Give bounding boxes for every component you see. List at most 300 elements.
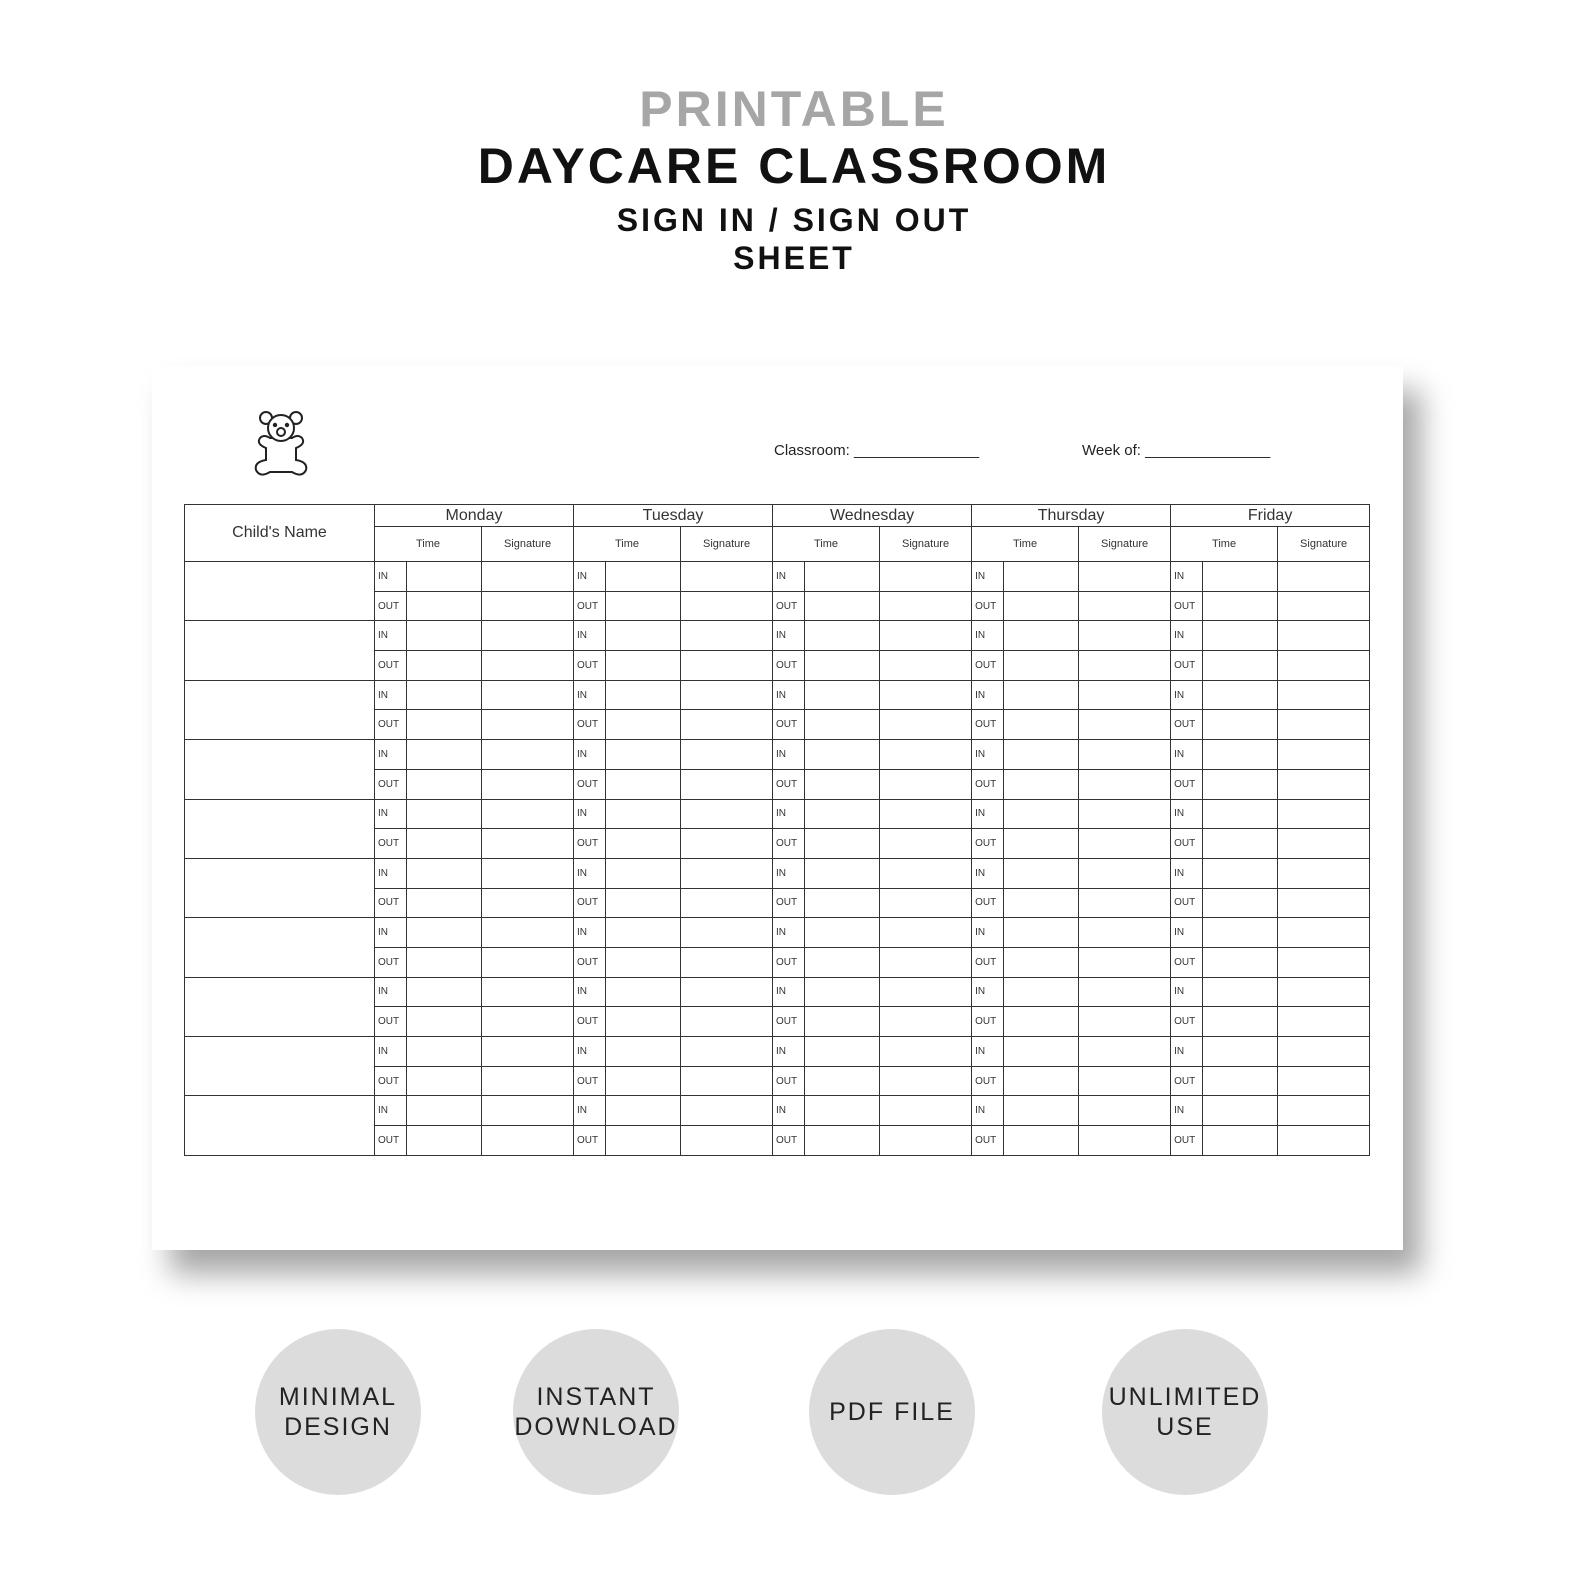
time-cell[interactable] bbox=[407, 591, 482, 621]
time-cell[interactable] bbox=[407, 977, 482, 1007]
child-name-cell[interactable] bbox=[185, 562, 375, 621]
signature-cell[interactable] bbox=[681, 1096, 773, 1126]
time-cell[interactable] bbox=[1203, 769, 1278, 799]
signature-cell[interactable] bbox=[482, 710, 574, 740]
time-header: Time bbox=[773, 527, 880, 562]
child-name-cell[interactable] bbox=[185, 1037, 375, 1096]
in-label: IN bbox=[375, 680, 407, 710]
signature-cell[interactable] bbox=[482, 1126, 574, 1156]
in-label: IN bbox=[972, 740, 1004, 770]
time-cell[interactable] bbox=[1004, 651, 1079, 681]
signature-cell[interactable] bbox=[482, 1007, 574, 1037]
feature-badge bbox=[513, 1329, 679, 1495]
signature-cell[interactable] bbox=[681, 740, 773, 770]
time-cell[interactable] bbox=[407, 740, 482, 770]
time-cell[interactable] bbox=[606, 651, 681, 681]
time-cell[interactable] bbox=[606, 977, 681, 1007]
in-label: IN bbox=[574, 918, 606, 948]
in-label: IN bbox=[773, 562, 805, 592]
child-name-cell[interactable] bbox=[185, 799, 375, 858]
time-cell[interactable] bbox=[1004, 621, 1079, 651]
signature-cell[interactable] bbox=[681, 769, 773, 799]
signature-cell[interactable] bbox=[1278, 1066, 1370, 1096]
time-cell[interactable] bbox=[1004, 1037, 1079, 1067]
signature-header: Signature bbox=[681, 527, 773, 562]
in-label: IN bbox=[574, 799, 606, 829]
time-cell[interactable] bbox=[1004, 591, 1079, 621]
time-cell[interactable] bbox=[606, 621, 681, 651]
time-cell[interactable] bbox=[805, 829, 880, 859]
time-cell[interactable] bbox=[805, 1126, 880, 1156]
time-cell[interactable] bbox=[1004, 1066, 1079, 1096]
in-label: IN bbox=[773, 977, 805, 1007]
out-label: OUT bbox=[972, 651, 1004, 681]
title-main: DAYCARE CLASSROOM bbox=[477, 138, 1111, 194]
out-label: OUT bbox=[773, 947, 805, 977]
time-cell[interactable] bbox=[1004, 680, 1079, 710]
in-label: IN bbox=[972, 1037, 1004, 1067]
time-cell[interactable] bbox=[407, 1037, 482, 1067]
time-cell[interactable] bbox=[1203, 740, 1278, 770]
signature-cell[interactable] bbox=[1278, 710, 1370, 740]
in-label: IN bbox=[1171, 858, 1203, 888]
time-cell[interactable] bbox=[805, 918, 880, 948]
time-cell[interactable] bbox=[407, 1096, 482, 1126]
out-label: OUT bbox=[1171, 769, 1203, 799]
signature-cell[interactable] bbox=[1278, 829, 1370, 859]
signature-cell[interactable] bbox=[482, 680, 574, 710]
signature-cell[interactable] bbox=[880, 918, 972, 948]
time-cell[interactable] bbox=[407, 918, 482, 948]
signature-cell[interactable] bbox=[1278, 591, 1370, 621]
signature-cell[interactable] bbox=[1079, 1096, 1171, 1126]
signature-cell[interactable] bbox=[1079, 799, 1171, 829]
time-cell[interactable] bbox=[1004, 829, 1079, 859]
time-cell[interactable] bbox=[606, 1007, 681, 1037]
signature-cell[interactable] bbox=[681, 858, 773, 888]
time-cell[interactable] bbox=[805, 799, 880, 829]
in-label: IN bbox=[1171, 740, 1203, 770]
time-cell[interactable] bbox=[606, 1037, 681, 1067]
signature-cell[interactable] bbox=[880, 562, 972, 592]
time-cell[interactable] bbox=[407, 710, 482, 740]
signature-cell[interactable] bbox=[880, 621, 972, 651]
signature-cell[interactable] bbox=[681, 562, 773, 592]
time-cell[interactable] bbox=[1004, 858, 1079, 888]
time-cell[interactable] bbox=[805, 858, 880, 888]
signature-cell[interactable] bbox=[1079, 1037, 1171, 1067]
time-cell[interactable] bbox=[606, 740, 681, 770]
signature-cell[interactable] bbox=[1079, 918, 1171, 948]
child-name-cell[interactable] bbox=[185, 740, 375, 799]
day-header-thursday: Thursday bbox=[972, 505, 1171, 527]
signature-header: Signature bbox=[482, 527, 574, 562]
time-cell[interactable] bbox=[1203, 1007, 1278, 1037]
signature-cell[interactable] bbox=[1079, 977, 1171, 1007]
signature-cell[interactable] bbox=[1079, 1066, 1171, 1096]
signature-cell[interactable] bbox=[1079, 1007, 1171, 1037]
signature-cell[interactable] bbox=[880, 858, 972, 888]
signature-cell[interactable] bbox=[880, 591, 972, 621]
signature-cell[interactable] bbox=[1079, 740, 1171, 770]
time-cell[interactable] bbox=[805, 680, 880, 710]
time-cell[interactable] bbox=[805, 977, 880, 1007]
signature-cell[interactable] bbox=[1278, 1037, 1370, 1067]
time-cell[interactable] bbox=[606, 769, 681, 799]
in-label: IN bbox=[1171, 562, 1203, 592]
time-cell[interactable] bbox=[1203, 710, 1278, 740]
time-cell[interactable] bbox=[1203, 591, 1278, 621]
out-label: OUT bbox=[574, 710, 606, 740]
signature-header: Signature bbox=[880, 527, 972, 562]
out-label: OUT bbox=[375, 1007, 407, 1037]
signature-cell[interactable] bbox=[1079, 680, 1171, 710]
time-cell[interactable] bbox=[606, 947, 681, 977]
signature-cell[interactable] bbox=[1079, 710, 1171, 740]
out-label: OUT bbox=[1171, 1007, 1203, 1037]
out-label: OUT bbox=[1171, 1126, 1203, 1156]
time-cell[interactable] bbox=[407, 651, 482, 681]
time-cell[interactable] bbox=[805, 562, 880, 592]
out-label: OUT bbox=[574, 947, 606, 977]
signature-cell[interactable] bbox=[1278, 1007, 1370, 1037]
in-label: IN bbox=[1171, 1037, 1203, 1067]
signature-cell[interactable] bbox=[482, 591, 574, 621]
signature-cell[interactable] bbox=[1079, 562, 1171, 592]
signature-cell[interactable] bbox=[681, 799, 773, 829]
time-cell[interactable] bbox=[805, 1066, 880, 1096]
time-cell[interactable] bbox=[606, 1066, 681, 1096]
signature-cell[interactable] bbox=[681, 1126, 773, 1156]
out-label: OUT bbox=[773, 888, 805, 918]
in-label: IN bbox=[1171, 621, 1203, 651]
time-cell[interactable] bbox=[1004, 918, 1079, 948]
time-header: Time bbox=[972, 527, 1079, 562]
signature-cell[interactable] bbox=[681, 680, 773, 710]
signature-cell[interactable] bbox=[1079, 769, 1171, 799]
child-name-cell[interactable] bbox=[185, 680, 375, 739]
time-cell[interactable] bbox=[1203, 1126, 1278, 1156]
in-label: IN bbox=[1171, 918, 1203, 948]
table-row bbox=[185, 858, 1370, 888]
time-cell[interactable] bbox=[1203, 829, 1278, 859]
signature-header: Signature bbox=[1079, 527, 1171, 562]
time-cell[interactable] bbox=[1203, 621, 1278, 651]
time-cell[interactable] bbox=[407, 947, 482, 977]
out-label: OUT bbox=[574, 1007, 606, 1037]
out-label: OUT bbox=[972, 947, 1004, 977]
signature-cell[interactable] bbox=[880, 1007, 972, 1037]
signature-cell[interactable] bbox=[482, 888, 574, 918]
childs-name-header: Child's Name bbox=[185, 505, 375, 562]
time-cell[interactable] bbox=[1004, 562, 1079, 592]
time-cell[interactable] bbox=[407, 858, 482, 888]
time-cell[interactable] bbox=[1004, 888, 1079, 918]
time-cell[interactable] bbox=[407, 769, 482, 799]
time-cell[interactable] bbox=[1203, 680, 1278, 710]
time-cell[interactable] bbox=[1203, 651, 1278, 681]
feature-line2: USE bbox=[1156, 1413, 1214, 1441]
signature-cell[interactable] bbox=[482, 1066, 574, 1096]
time-cell[interactable] bbox=[805, 740, 880, 770]
out-label: OUT bbox=[773, 1066, 805, 1096]
signature-cell[interactable] bbox=[880, 1066, 972, 1096]
out-label: OUT bbox=[972, 1066, 1004, 1096]
signature-cell[interactable] bbox=[1278, 947, 1370, 977]
signature-cell[interactable] bbox=[482, 769, 574, 799]
out-label: OUT bbox=[574, 591, 606, 621]
day-header-friday: Friday bbox=[1171, 505, 1370, 527]
out-label: OUT bbox=[972, 710, 1004, 740]
time-cell[interactable] bbox=[1203, 799, 1278, 829]
in-label: IN bbox=[574, 680, 606, 710]
signature-cell[interactable] bbox=[681, 918, 773, 948]
time-cell[interactable] bbox=[805, 1007, 880, 1037]
signature-cell[interactable] bbox=[880, 888, 972, 918]
in-label: IN bbox=[375, 799, 407, 829]
time-cell[interactable] bbox=[1203, 1096, 1278, 1126]
time-cell[interactable] bbox=[1004, 799, 1079, 829]
feature-line2: DESIGN bbox=[284, 1413, 392, 1441]
signature-cell[interactable] bbox=[1079, 651, 1171, 681]
in-label: IN bbox=[375, 1096, 407, 1126]
signature-cell[interactable] bbox=[1278, 1096, 1370, 1126]
table-row bbox=[185, 799, 1370, 829]
signature-cell[interactable] bbox=[880, 947, 972, 977]
in-label: IN bbox=[375, 562, 407, 592]
time-cell[interactable] bbox=[1203, 858, 1278, 888]
signature-cell[interactable] bbox=[1079, 621, 1171, 651]
time-cell[interactable] bbox=[1004, 740, 1079, 770]
signature-cell[interactable] bbox=[880, 680, 972, 710]
time-cell[interactable] bbox=[805, 591, 880, 621]
signature-cell[interactable] bbox=[880, 710, 972, 740]
time-cell[interactable] bbox=[606, 858, 681, 888]
classroom-field: Classroom: _______________ bbox=[774, 442, 980, 459]
signature-cell[interactable] bbox=[681, 651, 773, 681]
time-cell[interactable] bbox=[1203, 1066, 1278, 1096]
in-label: IN bbox=[375, 858, 407, 888]
time-cell[interactable] bbox=[1203, 888, 1278, 918]
signature-cell[interactable] bbox=[681, 888, 773, 918]
feature-badge bbox=[255, 1329, 421, 1495]
time-cell[interactable] bbox=[606, 918, 681, 948]
out-label: OUT bbox=[574, 1066, 606, 1096]
out-label: OUT bbox=[773, 829, 805, 859]
signature-cell[interactable] bbox=[681, 947, 773, 977]
signature-cell[interactable] bbox=[681, 829, 773, 859]
in-label: IN bbox=[773, 1096, 805, 1126]
signature-cell[interactable] bbox=[1278, 769, 1370, 799]
feature-line1: INSTANT bbox=[536, 1383, 656, 1411]
time-cell[interactable] bbox=[1203, 562, 1278, 592]
table-row bbox=[185, 1037, 1370, 1067]
in-label: IN bbox=[1171, 977, 1203, 1007]
time-cell[interactable] bbox=[407, 680, 482, 710]
signature-cell[interactable] bbox=[1278, 621, 1370, 651]
signature-cell[interactable] bbox=[681, 1037, 773, 1067]
signature-cell[interactable] bbox=[681, 1066, 773, 1096]
signature-cell[interactable] bbox=[482, 977, 574, 1007]
time-cell[interactable] bbox=[606, 562, 681, 592]
in-label: IN bbox=[1171, 1096, 1203, 1126]
signature-cell[interactable] bbox=[1079, 858, 1171, 888]
signature-cell[interactable] bbox=[482, 651, 574, 681]
in-label: IN bbox=[972, 680, 1004, 710]
time-cell[interactable] bbox=[407, 562, 482, 592]
in-label: IN bbox=[574, 858, 606, 888]
child-name-cell[interactable] bbox=[185, 1096, 375, 1155]
signature-cell[interactable] bbox=[1278, 918, 1370, 948]
in-label: IN bbox=[972, 621, 1004, 651]
signature-cell[interactable] bbox=[1079, 591, 1171, 621]
signature-cell[interactable] bbox=[482, 740, 574, 770]
table-row bbox=[185, 680, 1370, 710]
time-cell[interactable] bbox=[606, 591, 681, 621]
signature-cell[interactable] bbox=[482, 1096, 574, 1126]
signature-cell[interactable] bbox=[482, 1037, 574, 1067]
in-label: IN bbox=[972, 799, 1004, 829]
signature-cell[interactable] bbox=[1079, 888, 1171, 918]
in-label: IN bbox=[375, 621, 407, 651]
signature-cell[interactable] bbox=[482, 829, 574, 859]
time-cell[interactable] bbox=[1203, 977, 1278, 1007]
feature-badge bbox=[1102, 1329, 1268, 1495]
signature-cell[interactable] bbox=[880, 740, 972, 770]
signature-cell[interactable] bbox=[880, 1126, 972, 1156]
time-cell[interactable] bbox=[407, 1066, 482, 1096]
out-label: OUT bbox=[1171, 888, 1203, 918]
signature-cell[interactable] bbox=[880, 769, 972, 799]
out-label: OUT bbox=[773, 769, 805, 799]
table-row bbox=[185, 918, 1370, 948]
signature-cell[interactable] bbox=[1278, 562, 1370, 592]
time-header: Time bbox=[574, 527, 681, 562]
time-cell[interactable] bbox=[407, 1126, 482, 1156]
signature-cell[interactable] bbox=[880, 651, 972, 681]
day-header-monday: Monday bbox=[375, 505, 574, 527]
time-cell[interactable] bbox=[407, 829, 482, 859]
in-label: IN bbox=[574, 740, 606, 770]
time-cell[interactable] bbox=[407, 621, 482, 651]
feature-line2: DOWNLOAD bbox=[514, 1413, 678, 1441]
time-cell[interactable] bbox=[1203, 918, 1278, 948]
time-cell[interactable] bbox=[1004, 1096, 1079, 1126]
time-cell[interactable] bbox=[805, 1037, 880, 1067]
signature-cell[interactable] bbox=[880, 977, 972, 1007]
signature-cell[interactable] bbox=[880, 829, 972, 859]
time-cell[interactable] bbox=[407, 799, 482, 829]
time-cell[interactable] bbox=[805, 888, 880, 918]
time-cell[interactable] bbox=[606, 888, 681, 918]
time-cell[interactable] bbox=[805, 769, 880, 799]
signature-cell[interactable] bbox=[1278, 651, 1370, 681]
signature-cell[interactable] bbox=[1278, 1126, 1370, 1156]
child-name-cell[interactable] bbox=[185, 918, 375, 977]
child-name-cell[interactable] bbox=[185, 621, 375, 680]
time-cell[interactable] bbox=[407, 1007, 482, 1037]
signature-cell[interactable] bbox=[880, 1037, 972, 1067]
signature-cell[interactable] bbox=[1278, 680, 1370, 710]
out-label: OUT bbox=[375, 1126, 407, 1156]
time-cell[interactable] bbox=[1004, 1126, 1079, 1156]
time-cell[interactable] bbox=[1203, 1037, 1278, 1067]
signature-cell[interactable] bbox=[1079, 1126, 1171, 1156]
time-header: Time bbox=[1171, 527, 1278, 562]
signature-cell[interactable] bbox=[1278, 799, 1370, 829]
signature-cell[interactable] bbox=[482, 621, 574, 651]
signature-cell[interactable] bbox=[1278, 858, 1370, 888]
in-label: IN bbox=[574, 562, 606, 592]
time-cell[interactable] bbox=[805, 710, 880, 740]
signature-cell[interactable] bbox=[880, 1096, 972, 1126]
feature-line1: MINIMAL bbox=[278, 1383, 398, 1411]
out-label: OUT bbox=[1171, 829, 1203, 859]
out-label: OUT bbox=[574, 1126, 606, 1156]
signature-cell[interactable] bbox=[681, 710, 773, 740]
time-cell[interactable] bbox=[805, 947, 880, 977]
child-name-cell[interactable] bbox=[185, 977, 375, 1036]
time-cell[interactable] bbox=[1004, 710, 1079, 740]
time-cell[interactable] bbox=[606, 799, 681, 829]
time-cell[interactable] bbox=[606, 710, 681, 740]
signature-cell[interactable] bbox=[681, 1007, 773, 1037]
time-cell[interactable] bbox=[1004, 977, 1079, 1007]
time-cell[interactable] bbox=[606, 1126, 681, 1156]
time-cell[interactable] bbox=[805, 651, 880, 681]
out-label: OUT bbox=[1171, 591, 1203, 621]
week-of-field: Week of: _______________ bbox=[1082, 442, 1271, 459]
signature-cell[interactable] bbox=[482, 947, 574, 977]
time-cell[interactable] bbox=[606, 1096, 681, 1126]
time-cell[interactable] bbox=[1004, 769, 1079, 799]
signature-cell[interactable] bbox=[1278, 740, 1370, 770]
time-cell[interactable] bbox=[805, 621, 880, 651]
child-name-cell[interactable] bbox=[185, 858, 375, 917]
day-header-wednesday: Wednesday bbox=[773, 505, 972, 527]
signature-cell[interactable] bbox=[880, 799, 972, 829]
signature-cell[interactable] bbox=[1278, 977, 1370, 1007]
signature-cell[interactable] bbox=[681, 621, 773, 651]
signature-cell[interactable] bbox=[482, 799, 574, 829]
out-label: OUT bbox=[972, 769, 1004, 799]
time-cell[interactable] bbox=[1004, 947, 1079, 977]
signature-cell[interactable] bbox=[1079, 947, 1171, 977]
signature-cell[interactable] bbox=[1079, 829, 1171, 859]
out-label: OUT bbox=[773, 710, 805, 740]
time-cell[interactable] bbox=[1004, 1007, 1079, 1037]
out-label: OUT bbox=[972, 1126, 1004, 1156]
signature-cell[interactable] bbox=[482, 562, 574, 592]
signature-cell[interactable] bbox=[482, 918, 574, 948]
signature-cell[interactable] bbox=[681, 977, 773, 1007]
time-cell[interactable] bbox=[606, 680, 681, 710]
signature-cell[interactable] bbox=[482, 858, 574, 888]
time-cell[interactable] bbox=[805, 1096, 880, 1126]
signature-cell[interactable] bbox=[681, 591, 773, 621]
table-row bbox=[185, 1096, 1370, 1126]
signature-cell[interactable] bbox=[1278, 888, 1370, 918]
time-cell[interactable] bbox=[407, 888, 482, 918]
in-label: IN bbox=[574, 977, 606, 1007]
time-cell[interactable] bbox=[606, 829, 681, 859]
out-label: OUT bbox=[1171, 947, 1203, 977]
in-label: IN bbox=[773, 799, 805, 829]
table-row bbox=[185, 977, 1370, 1007]
out-label: OUT bbox=[1171, 1066, 1203, 1096]
in-label: IN bbox=[972, 977, 1004, 1007]
time-cell[interactable] bbox=[1203, 947, 1278, 977]
